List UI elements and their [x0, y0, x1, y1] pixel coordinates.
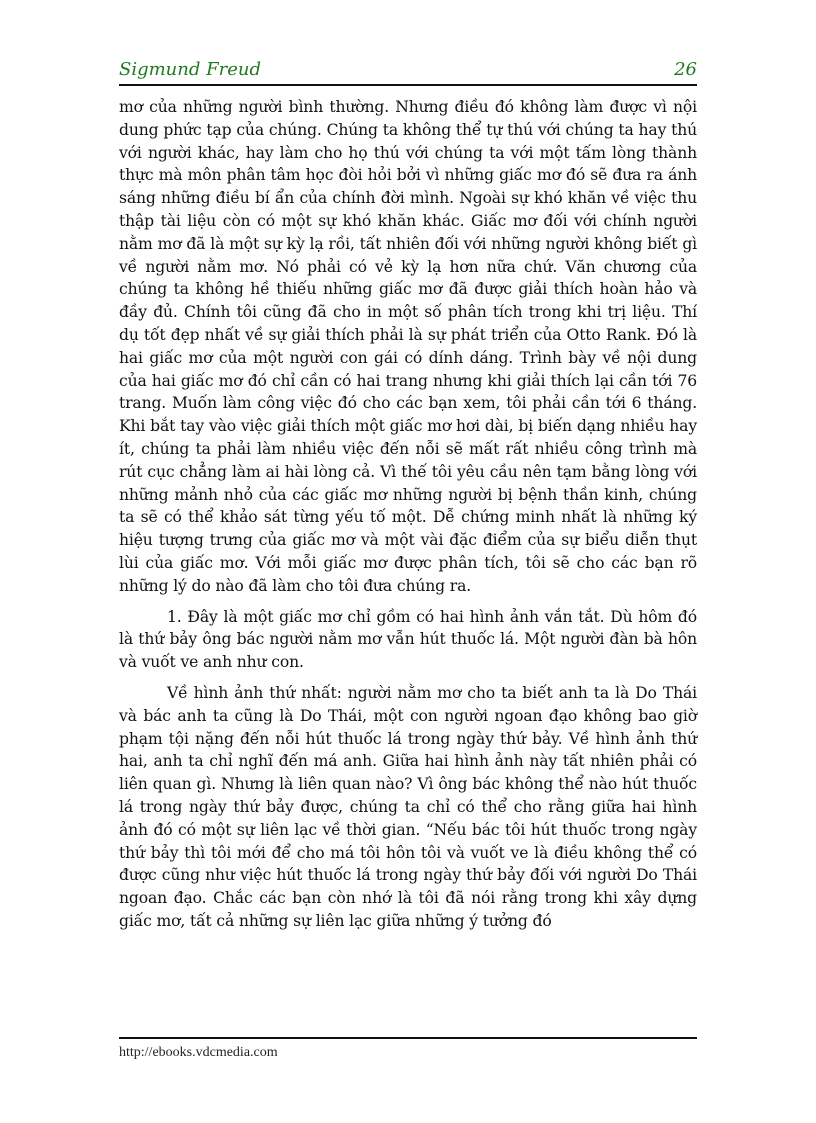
footer-url-link[interactable]: http://ebooks.vdcmedia.com	[119, 1045, 278, 1060]
footer-divider	[119, 1037, 697, 1039]
header-divider	[119, 84, 697, 86]
body-paragraph: mơ của những người bình thường. Nhưng điều đó không làm được vì nội dung phức tạp của chúng. Chúng ta không thể tự thú với chúng ta hay thú với người khác, hay làm cho họ thú với chúng ta với một tấm lòng thành thực mà môn phân tâm học đòi hỏi bởi vì những giấc mơ đó sẽ đưa ra ánh sáng những điều bí ẩn của chính đời mình. Ngoài sự khó khăn về việc thu thập tài liệu còn có một sự khó khăn khác. Giấc mơ đối với chính người nằm mơ đã là một sự kỳ lạ rồi, tất nhiên đối với những người không biết gì về người nằm mơ. Nó phải có vẻ kỳ lạ hơn nữa chứ. Văn chương của chúng ta không hề thiếu những giấc mơ đã được giải thích hoàn hảo và đầy đủ. Chính tôi cũng đã cho in một số phân tích trong khi trị liệu. Thí dụ tốt đẹp nhất về sự giải thích phải là sự phát triển của Otto Rank. Đó là hai giấc mơ của một người con gái có dính dáng. Trình bày về nội dung của hai giấc mơ đó chỉ cần có hai trang nhưng khi giải thích lại cần tới 76 trang. Muốn làm công việc đó cho các bạn xem, tôi phải cần tới 6 tháng. Khi bắt tay vào việc giải thích một giấc mơ hơi dài, bị biến dạng nhiều hay ít, chúng ta phải làm nhiều việc đến nỗi sẽ mất rất nhiều công trình mà rút cục chẳng làm ai hài lòng cả. Vì thế tôi yêu cầu nên tạm bằng lòng với những mảnh nhỏ của các giấc mơ những người bị bệnh thần kinh, chúng ta sẽ có thể khảo sát từng yếu tố một. Dễ chứng minh nhất là những ký hiệu tượng trưng của giấc mơ và một vài đặc điểm của sự biểu diễn thụt lùi của giấc mơ. Với mỗi giấc mơ được phân tích, tôi sẽ cho các bạn rõ những lý do nào đã làm cho tôi đưa chúng ra.	[119, 98, 697, 595]
body-paragraph: Về hình ảnh thứ nhất: người nằm mơ cho ta biết anh ta là Do Thái và bác anh ta cũng là Do Thái, một con người ngoan đạo không bao giờ phạm tội nặng đến nỗi hút thuốc lá trong ngày thứ bảy. Về hình ảnh thứ hai, anh ta chỉ nghĩ đến má anh. Giữa hai hình ảnh này tất nhiên phải có liên quan gì. Nhưng là liên quan nào? Vì ông bác không thể nào hút thuốc lá trong ngày thứ bảy được, chúng ta chỉ có thể cho rằng giữa hai hình ảnh đó có một sự liên lạc về thời gian. “Nếu bác tôi hút thuốc trong ngày thứ bảy thì tôi mới để cho má tôi hôn tôi và vuốt ve là điều không thể có được cũng như việc hút thuốc lá trong ngày thứ bảy đối với người Do Thái ngoan đạo. Chắc các bạn còn nhớ là tôi đã nói rằng trong khi xây dựng giấc mơ, tất cả những sự liên lạc giữa những ý tưởng đó	[119, 683, 697, 930]
page-body	[119, 96, 697, 941]
header-author: Sigmund Freud	[119, 59, 261, 80]
body-paragraph: 1. Đây là một giấc mơ chỉ gồm có hai hình ảnh vắn tắt. Dù hôm đó là thứ bảy ông bác người nằm mơ vẫn hút thuốc lá. Một người đàn bà hôn và vuốt ve anh như con.	[119, 607, 697, 672]
page-header	[119, 58, 697, 82]
page-number: 26	[674, 59, 697, 80]
